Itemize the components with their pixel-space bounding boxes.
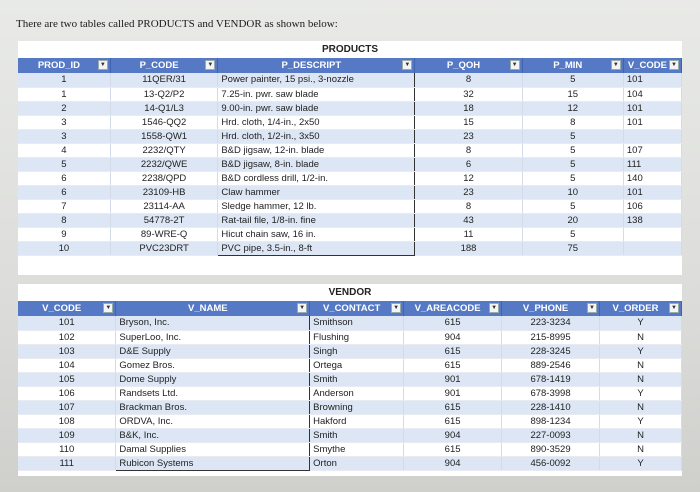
table-cell: D&E Supply: [116, 344, 310, 358]
table-cell: Gomez Bros.: [116, 358, 310, 372]
table-cell: 75: [522, 241, 623, 255]
table-row: [18, 129, 682, 143]
table-row: [18, 428, 682, 442]
table-cell: Claw hammer: [218, 185, 415, 199]
column-header-label: V_NAME: [187, 303, 228, 314]
vendor-header-row: [18, 301, 682, 316]
column-header-label: P_DESCRIPT: [281, 60, 342, 71]
table-cell: Anderson: [310, 386, 404, 400]
table-cell: 101: [623, 101, 681, 115]
products-col-v-code: [623, 58, 681, 73]
table-cell: 5: [522, 171, 623, 185]
table-cell: 4: [18, 143, 110, 157]
table-cell: 904: [404, 330, 502, 344]
table-row: [18, 414, 682, 428]
table-cell: 2232/QWE: [110, 157, 217, 171]
table-cell: 5: [18, 157, 110, 171]
table-cell: 11QER/31: [110, 73, 217, 87]
table-cell: [623, 129, 681, 143]
table-cell: ORDVA, Inc.: [116, 414, 310, 428]
table-cell: 615: [404, 316, 502, 330]
table-cell: 615: [404, 344, 502, 358]
dropdown-arrow-icon[interactable]: ▼: [297, 303, 307, 313]
table-cell: 138: [623, 213, 681, 227]
table-cell: N: [600, 400, 682, 414]
table-row: [18, 330, 682, 344]
table-cell: B&K, Inc.: [116, 428, 310, 442]
table-cell: 6: [18, 171, 110, 185]
table-cell: 2: [18, 101, 110, 115]
table-cell: 901: [404, 386, 502, 400]
column-header-label: V_CONTACT: [322, 303, 381, 314]
table-cell: Y: [600, 344, 682, 358]
table-cell: N: [600, 442, 682, 456]
table-cell: 8: [18, 213, 110, 227]
table-cell: 106: [18, 386, 116, 400]
table-cell: Sledge hammer, 12 lb.: [218, 199, 415, 213]
column-header-label: P_CODE: [139, 60, 179, 71]
table-cell: SuperLoo, Inc.: [116, 330, 310, 344]
table-cell: [623, 241, 681, 255]
column-header-label: V_PHONE: [522, 303, 569, 314]
table-cell: Orton: [310, 456, 404, 470]
table-cell: Smythe: [310, 442, 404, 456]
vendor-col-v-phone: [502, 301, 600, 316]
table-cell: 615: [404, 400, 502, 414]
table-cell: 615: [404, 414, 502, 428]
table-cell: 43: [415, 213, 522, 227]
table-cell: 8: [415, 143, 522, 157]
table-cell: 101: [623, 185, 681, 199]
table-cell: 101: [623, 73, 681, 87]
table-cell: 8: [415, 73, 522, 87]
dropdown-arrow-icon[interactable]: ▼: [510, 60, 520, 70]
table-cell: 18: [415, 101, 522, 115]
table-cell: 904: [404, 456, 502, 470]
dropdown-arrow-icon[interactable]: ▼: [669, 303, 679, 313]
table-cell: B&D cordless drill, 1/2-in.: [218, 171, 415, 185]
dropdown-arrow-icon[interactable]: ▼: [402, 60, 412, 70]
table-cell: 228-3245: [502, 344, 600, 358]
table-cell: Dome Supply: [116, 372, 310, 386]
vendor-col-v-name: [116, 301, 310, 316]
table-row: [18, 241, 682, 255]
table-cell: Bryson, Inc.: [116, 316, 310, 330]
table-cell: 456-0092: [502, 456, 600, 470]
table-cell: 54778-2T: [110, 213, 217, 227]
table-cell: 10: [522, 185, 623, 199]
table-cell: Hicut chain saw, 16 in.: [218, 227, 415, 241]
table-row: [18, 143, 682, 157]
table-row: [18, 171, 682, 185]
table-row: [18, 386, 682, 400]
table-cell: 13-Q2/P2: [110, 87, 217, 101]
table-cell: Y: [600, 316, 682, 330]
column-header-label: V_CODE: [42, 303, 82, 314]
vendor-table: [18, 301, 682, 471]
table-cell: PVC23DRT: [110, 241, 217, 255]
table-cell: 889-2546: [502, 358, 600, 372]
table-cell: 106: [623, 199, 681, 213]
column-header-label: PROD_ID: [37, 60, 81, 71]
table-cell: B&D jigsaw, 12-in. blade: [218, 143, 415, 157]
table-cell: 9.00-in. pwr. saw blade: [218, 101, 415, 115]
column-header-label: V_CODE: [627, 60, 667, 71]
products-title: PRODUCTS: [321, 44, 379, 55]
table-cell: Flushing: [310, 330, 404, 344]
table-cell: 3: [18, 115, 110, 129]
dropdown-arrow-icon[interactable]: ▼: [489, 303, 499, 313]
table-cell: Singh: [310, 344, 404, 358]
table-cell: 140: [623, 171, 681, 185]
table-cell: Randsets Ltd.: [116, 386, 310, 400]
table-row: [18, 213, 682, 227]
table-cell: 14-Q1/L3: [110, 101, 217, 115]
table-cell: 227-0093: [502, 428, 600, 442]
table-cell: Hakford: [310, 414, 404, 428]
table-cell: 5: [522, 129, 623, 143]
table-cell: 215-8995: [502, 330, 600, 344]
table-cell: 8: [415, 199, 522, 213]
table-cell: 5: [522, 143, 623, 157]
table-cell: 110: [18, 442, 116, 456]
column-header-label: P_MIN: [553, 60, 583, 71]
table-cell: 1: [18, 73, 110, 87]
table-cell: 101: [18, 316, 116, 330]
table-cell: 5: [522, 227, 623, 241]
vendor-col-v-code: [18, 301, 116, 316]
table-cell: 6: [415, 157, 522, 171]
vendor-col-v-contact: [310, 301, 404, 316]
table-cell: 23109-HB: [110, 185, 217, 199]
table-cell: 615: [404, 442, 502, 456]
table-cell: 678-3998: [502, 386, 600, 400]
table-cell: 104: [623, 87, 681, 101]
table-cell: 23: [415, 185, 522, 199]
table-row: [18, 87, 682, 101]
table-cell: 23: [415, 129, 522, 143]
table-cell: 101: [623, 115, 681, 129]
table-cell: N: [600, 358, 682, 372]
products-col-p-code: [110, 58, 217, 73]
table-cell: B&D jigsaw, 8-in. blade: [218, 157, 415, 171]
table-cell: 5: [522, 157, 623, 171]
table-cell: 6: [18, 185, 110, 199]
table-cell: 615: [404, 358, 502, 372]
products-header-row: [18, 58, 682, 73]
table-cell: 32: [415, 87, 522, 101]
table-cell: 2232/QTY: [110, 143, 217, 157]
dropdown-arrow-icon[interactable]: ▼: [103, 303, 113, 313]
table-row: [18, 372, 682, 386]
table-cell: Smithson: [310, 316, 404, 330]
column-header-label: P_QOH: [446, 60, 481, 71]
table-cell: 890-3529: [502, 442, 600, 456]
table-cell: [623, 227, 681, 241]
table-row: [18, 73, 682, 87]
table-cell: Hrd. cloth, 1/4-in., 2x50: [218, 115, 415, 129]
table-cell: Damal Supplies: [116, 442, 310, 456]
table-cell: Hrd. cloth, 1/2-in., 3x50: [218, 129, 415, 143]
dropdown-arrow-icon[interactable]: ▼: [205, 60, 215, 70]
products-body: [18, 73, 682, 255]
table-cell: 9: [18, 227, 110, 241]
table-cell: 23114-AA: [110, 199, 217, 213]
table-cell: 223-3234: [502, 316, 600, 330]
table-row: [18, 227, 682, 241]
table-row: [18, 400, 682, 414]
table-cell: 103: [18, 344, 116, 358]
table-cell: 2238/QPD: [110, 171, 217, 185]
products-col-prod-id: [18, 58, 110, 73]
table-cell: 11: [415, 227, 522, 241]
vendor-body: [18, 316, 682, 470]
table-cell: Y: [600, 456, 682, 470]
dropdown-arrow-icon[interactable]: ▼: [587, 303, 597, 313]
table-cell: 678-1419: [502, 372, 600, 386]
table-cell: Y: [600, 386, 682, 400]
table-cell: 89-WRE-Q: [110, 227, 217, 241]
table-cell: 901: [404, 372, 502, 386]
table-cell: 904: [404, 428, 502, 442]
vendor-col-v-order: [600, 301, 682, 316]
table-cell: 15: [415, 115, 522, 129]
table-cell: N: [600, 428, 682, 442]
table-cell: Ortega: [310, 358, 404, 372]
table-cell: 10: [18, 241, 110, 255]
table-row: [18, 344, 682, 358]
dropdown-arrow-icon[interactable]: ▼: [611, 60, 621, 70]
products-col-p-qoh: [415, 58, 522, 73]
table-cell: 107: [18, 400, 116, 414]
table-cell: Power painter, 15 psi., 3-nozzle: [218, 73, 415, 87]
table-row: [18, 115, 682, 129]
table-row: [18, 185, 682, 199]
products-col-p-min: [522, 58, 623, 73]
table-cell: Smith: [310, 372, 404, 386]
products-sheet: [18, 41, 682, 275]
table-row: [18, 358, 682, 372]
table-cell: 102: [18, 330, 116, 344]
table-row: [18, 456, 682, 470]
table-cell: 228-1410: [502, 400, 600, 414]
table-row: [18, 199, 682, 213]
table-cell: 20: [522, 213, 623, 227]
table-cell: 105: [18, 372, 116, 386]
table-cell: 898-1234: [502, 414, 600, 428]
table-cell: 107: [623, 143, 681, 157]
table-cell: 15: [522, 87, 623, 101]
vendor-col-v-areacode: [404, 301, 502, 316]
products-table: [18, 58, 682, 256]
column-header-label: V_AREACODE: [414, 303, 481, 314]
table-cell: 108: [18, 414, 116, 428]
column-header-label: V_ORDER: [612, 303, 659, 314]
table-cell: Browning: [310, 400, 404, 414]
table-cell: 5: [522, 199, 623, 213]
table-cell: 5: [522, 73, 623, 87]
table-cell: Y: [600, 414, 682, 428]
table-cell: 1558-QW1: [110, 129, 217, 143]
table-cell: 1546-QQ2: [110, 115, 217, 129]
table-row: [18, 101, 682, 115]
vendor-sheet: [18, 284, 682, 476]
table-cell: 7: [18, 199, 110, 213]
table-cell: N: [600, 372, 682, 386]
table-cell: 104: [18, 358, 116, 372]
dropdown-arrow-icon[interactable]: ▼: [391, 303, 401, 313]
dropdown-arrow-icon[interactable]: ▼: [98, 60, 108, 70]
table-cell: N: [600, 330, 682, 344]
table-cell: PVC pipe, 3.5-in., 8-ft: [218, 241, 415, 255]
intro-text: There are two tables called PRODUCTS and VENDOR as shown below:: [16, 18, 338, 30]
dropdown-arrow-icon[interactable]: ▼: [669, 60, 679, 70]
table-row: [18, 442, 682, 456]
table-cell: 109: [18, 428, 116, 442]
table-row: [18, 157, 682, 171]
table-row: [18, 316, 682, 330]
table-cell: 7.25-in. pwr. saw blade: [218, 87, 415, 101]
table-cell: 111: [623, 157, 681, 171]
table-cell: 1: [18, 87, 110, 101]
table-cell: 12: [415, 171, 522, 185]
table-cell: 8: [522, 115, 623, 129]
table-cell: 12: [522, 101, 623, 115]
table-cell: 188: [415, 241, 522, 255]
table-cell: Smith: [310, 428, 404, 442]
products-col-p-descript: [218, 58, 415, 73]
table-cell: 3: [18, 129, 110, 143]
table-cell: Brackman Bros.: [116, 400, 310, 414]
table-cell: Rat-tail file, 1/8-in. fine: [218, 213, 415, 227]
table-cell: Rubicon Systems: [116, 456, 310, 470]
vendor-title: VENDOR: [328, 287, 372, 298]
table-cell: 111: [18, 456, 116, 470]
